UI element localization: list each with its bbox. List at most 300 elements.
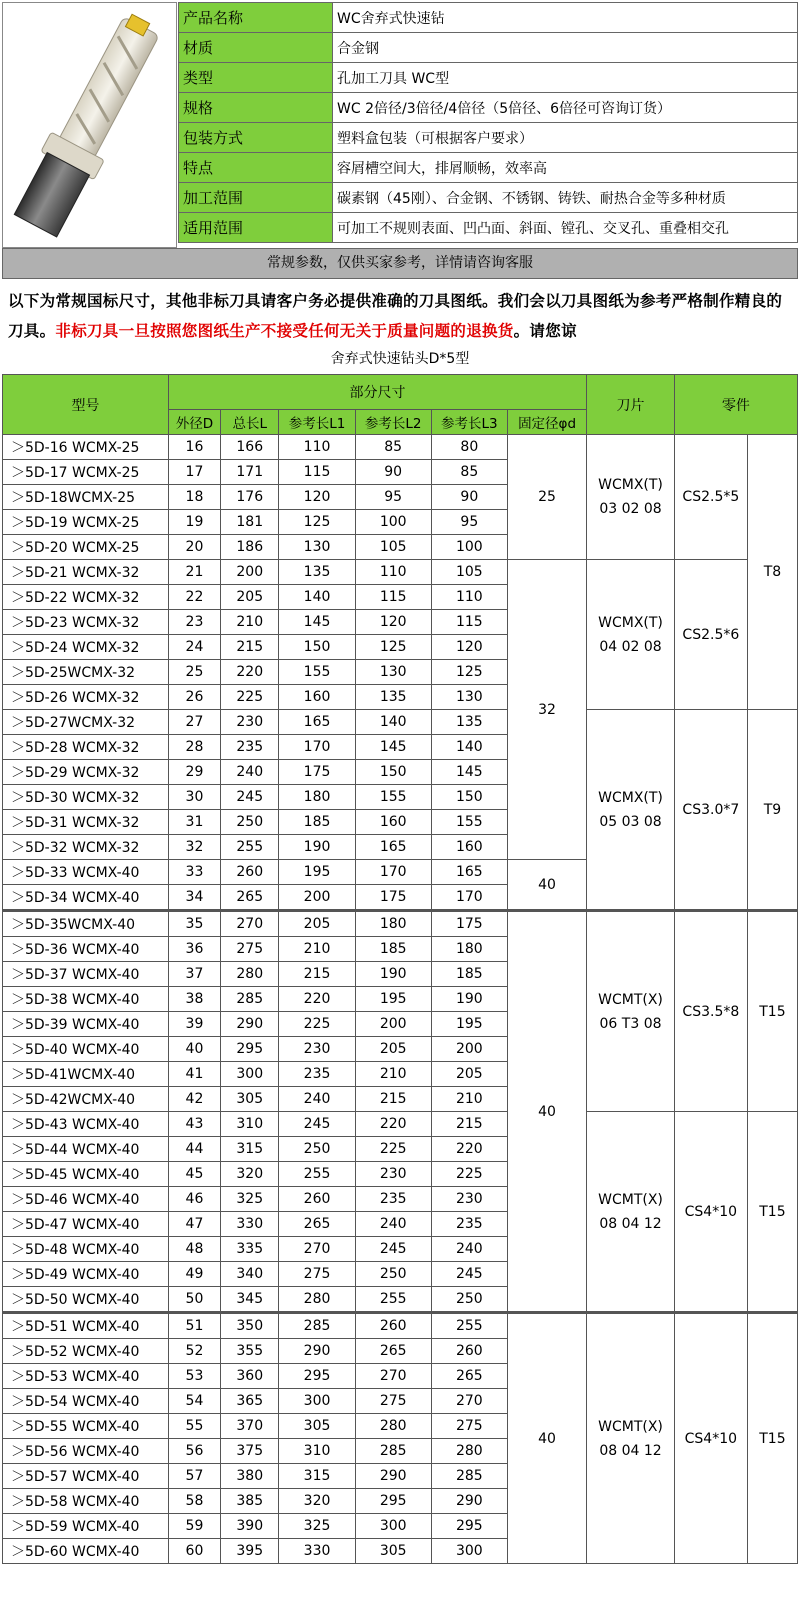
total-length-cell: 395 [221,1539,279,1564]
ref-length-l3-cell: 130 [431,685,507,710]
total-length-cell: 255 [221,835,279,860]
ref-length-l3-cell: 100 [431,535,507,560]
ref-length-l1-cell: 260 [279,1187,355,1212]
header-total-length: 总长L [221,410,279,435]
info-row [179,123,798,153]
screw-cell: CS2.5*6 [674,560,747,710]
outer-diameter-cell: 36 [168,937,220,962]
outer-diameter-cell: 40 [168,1037,220,1062]
outer-diameter-cell: 18 [168,485,220,510]
ref-length-l1-cell: 140 [279,585,355,610]
ref-length-l1-cell: 220 [279,987,355,1012]
ref-length-l2-cell: 115 [355,585,431,610]
ref-length-l1-cell: 225 [279,1012,355,1037]
ref-length-l2-cell: 300 [355,1514,431,1539]
total-length-cell: 166 [221,435,279,460]
total-length-cell: 275 [221,937,279,962]
info-value: 碳素钢（45刚）、合金钢、不锈钢、铸铁、耐热合金等多种材质 [333,183,798,213]
insert-cell [587,435,675,560]
ref-length-l2-cell: 290 [355,1464,431,1489]
outer-diameter-cell: 28 [168,735,220,760]
ref-length-l3-cell: 235 [431,1212,507,1237]
total-length-cell: 305 [221,1087,279,1112]
total-length-cell: 315 [221,1137,279,1162]
ref-length-l1-cell: 215 [279,962,355,987]
info-value: 塑料盒包装（可根据客户要求） [333,123,798,153]
info-value: WC舍弃式快速钻 [333,3,798,33]
screw-cell: CS3.0*7 [674,710,747,911]
total-length-cell: 186 [221,535,279,560]
model-cell: ＞5D-30 WCMX-32 [3,785,169,810]
total-length-cell: 181 [221,510,279,535]
model-cell: ＞5D-56 WCMX-40 [3,1439,169,1464]
outer-diameter-cell: 26 [168,685,220,710]
ref-length-l1-cell: 210 [279,937,355,962]
outer-diameter-cell: 52 [168,1339,220,1364]
ref-length-l1-cell: 135 [279,560,355,585]
ref-length-l3-cell: 115 [431,610,507,635]
ref-length-l3-cell: 105 [431,560,507,585]
screw-cell: CS3.5*8 [674,911,747,1112]
insert-code: WCMX(T) [598,614,663,631]
info-key: 产品名称 [179,3,333,33]
header-shank-diameter: 固定径φd [507,410,586,435]
outer-diameter-cell: 25 [168,660,220,685]
ref-length-l2-cell: 225 [355,1137,431,1162]
ref-length-l1-cell: 250 [279,1137,355,1162]
outer-diameter-cell: 34 [168,885,220,911]
total-length-cell: 205 [221,585,279,610]
ref-length-l1-cell: 160 [279,685,355,710]
outer-diameter-cell: 55 [168,1414,220,1439]
outer-diameter-cell: 50 [168,1287,220,1313]
ref-length-l3-cell: 120 [431,635,507,660]
outer-diameter-cell: 17 [168,460,220,485]
model-cell: ＞5D-37 WCMX-40 [3,962,169,987]
ref-length-l1-cell: 230 [279,1037,355,1062]
total-length-cell: 220 [221,660,279,685]
total-length-cell: 390 [221,1514,279,1539]
ref-length-l2-cell: 220 [355,1112,431,1137]
table-row [3,1313,798,1339]
header-outer-diameter: 外径D [168,410,220,435]
total-length-cell: 265 [221,885,279,911]
outer-diameter-cell: 24 [168,635,220,660]
ref-length-l2-cell: 180 [355,911,431,937]
ref-length-l1-cell: 200 [279,885,355,911]
ref-length-l3-cell: 165 [431,860,507,885]
ref-length-l2-cell: 250 [355,1262,431,1287]
outer-diameter-cell: 43 [168,1112,220,1137]
key-cell: T9 [747,710,797,911]
ref-length-l2-cell: 190 [355,962,431,987]
info-key: 材质 [179,33,333,63]
model-cell: ＞5D-28 WCMX-32 [3,735,169,760]
notice-tail: 。请您谅 [513,322,577,340]
ref-length-l2-cell: 230 [355,1162,431,1187]
ref-length-l1-cell: 235 [279,1062,355,1087]
outer-diameter-cell: 60 [168,1539,220,1564]
model-cell: ＞5D-50 WCMX-40 [3,1287,169,1313]
model-cell: ＞5D-26 WCMX-32 [3,685,169,710]
total-length-cell: 330 [221,1212,279,1237]
ref-length-l3-cell: 230 [431,1187,507,1212]
model-cell: ＞5D-31 WCMX-32 [3,810,169,835]
outer-diameter-cell: 37 [168,962,220,987]
ref-length-l3-cell: 90 [431,485,507,510]
total-length-cell: 285 [221,987,279,1012]
insert-code: WCMT(X) [598,1418,663,1435]
model-cell: ＞5D-22 WCMX-32 [3,585,169,610]
total-length-cell: 280 [221,962,279,987]
ref-length-l3-cell: 245 [431,1262,507,1287]
ref-length-l3-cell: 210 [431,1087,507,1112]
outer-diameter-cell: 47 [168,1212,220,1237]
ref-length-l3-cell: 170 [431,885,507,911]
info-value: 容屑槽空间大，排屑顺畅，效率高 [333,153,798,183]
model-cell: ＞5D-51 WCMX-40 [3,1313,169,1339]
ref-length-l3-cell: 125 [431,660,507,685]
notice-warning: 非标刀具一旦按照您图纸生产不接受任何无关于质量问题的退换货 [55,322,514,340]
outer-diameter-cell: 58 [168,1489,220,1514]
info-row [179,3,798,33]
outer-diameter-cell: 23 [168,610,220,635]
ref-length-l1-cell: 295 [279,1364,355,1389]
info-row [179,63,798,93]
model-cell: ＞5D-43 WCMX-40 [3,1112,169,1137]
ref-length-l3-cell: 220 [431,1137,507,1162]
ref-length-l3-cell: 280 [431,1439,507,1464]
ref-length-l1-cell: 290 [279,1339,355,1364]
model-cell: ＞5D-24 WCMX-32 [3,635,169,660]
info-row [179,93,798,123]
header-ref-length-l1: 参考长L1 [279,410,355,435]
ref-length-l2-cell: 150 [355,760,431,785]
ref-length-l1-cell: 305 [279,1414,355,1439]
note-bar: 常规参数，仅供买家参考，详情请咨询客服 [2,248,798,279]
ref-length-l1-cell: 180 [279,785,355,810]
outer-diameter-cell: 49 [168,1262,220,1287]
total-length-cell: 235 [221,735,279,760]
insert-cell [587,1313,675,1564]
ref-length-l3-cell: 205 [431,1062,507,1087]
ref-length-l3-cell: 290 [431,1489,507,1514]
ref-length-l1-cell: 175 [279,760,355,785]
ref-length-l3-cell: 110 [431,585,507,610]
model-cell: ＞5D-44 WCMX-40 [3,1137,169,1162]
model-cell: ＞5D-49 WCMX-40 [3,1262,169,1287]
total-length-cell: 250 [221,810,279,835]
ref-length-l1-cell: 245 [279,1112,355,1137]
ref-length-l2-cell: 195 [355,987,431,1012]
insert-cell [587,710,675,911]
ref-length-l1-cell: 185 [279,810,355,835]
ref-length-l2-cell: 95 [355,485,431,510]
ref-length-l2-cell: 265 [355,1339,431,1364]
ref-length-l1-cell: 190 [279,835,355,860]
ref-length-l2-cell: 170 [355,860,431,885]
table-row [3,560,798,585]
info-key: 类型 [179,63,333,93]
ref-length-l2-cell: 135 [355,685,431,710]
ref-length-l1-cell: 270 [279,1237,355,1262]
ref-length-l2-cell: 200 [355,1012,431,1037]
insert-size: 08 04 12 [599,1442,662,1459]
insert-size: 04 02 08 [599,638,662,655]
key-cell: T15 [747,1112,797,1313]
ref-length-l1-cell: 280 [279,1287,355,1313]
ref-length-l1-cell: 110 [279,435,355,460]
outer-diameter-cell: 16 [168,435,220,460]
ref-length-l2-cell: 260 [355,1313,431,1339]
ref-length-l1-cell: 155 [279,660,355,685]
outer-diameter-cell: 21 [168,560,220,585]
outer-diameter-cell: 44 [168,1137,220,1162]
outer-diameter-cell: 41 [168,1062,220,1087]
info-value: WC 2倍径/3倍径/4倍径（5倍径、6倍径可咨询订货） [333,93,798,123]
outer-diameter-cell: 32 [168,835,220,860]
insert-size: 08 04 12 [599,1215,662,1232]
info-key: 包装方式 [179,123,333,153]
model-cell: ＞5D-54 WCMX-40 [3,1389,169,1414]
model-cell: ＞5D-52 WCMX-40 [3,1339,169,1364]
total-length-cell: 375 [221,1439,279,1464]
ref-length-l2-cell: 85 [355,435,431,460]
ref-length-l2-cell: 245 [355,1237,431,1262]
total-length-cell: 200 [221,560,279,585]
ref-length-l1-cell: 165 [279,710,355,735]
header-model: 型号 [3,375,169,435]
ref-length-l2-cell: 275 [355,1389,431,1414]
insert-code: WCMT(X) [598,991,663,1008]
ref-length-l1-cell: 205 [279,911,355,937]
header-part-dimensions: 部分尺寸 [168,375,586,410]
ref-length-l3-cell: 225 [431,1162,507,1187]
outer-diameter-cell: 33 [168,860,220,885]
outer-diameter-cell: 31 [168,810,220,835]
total-length-cell: 295 [221,1037,279,1062]
ref-length-l3-cell: 265 [431,1364,507,1389]
total-length-cell: 176 [221,485,279,510]
insert-code: WCMX(T) [598,789,663,806]
product-info [0,0,800,280]
info-row [179,153,798,183]
insert-size: 06 T3 08 [599,1015,662,1032]
screw-cell: CS2.5*5 [674,435,747,560]
ref-length-l2-cell: 285 [355,1439,431,1464]
model-cell: ＞5D-39 WCMX-40 [3,1012,169,1037]
header-ref-length-l3: 参考长L3 [431,410,507,435]
drill-image [3,3,176,247]
outer-diameter-cell: 42 [168,1087,220,1112]
ref-length-l2-cell: 305 [355,1539,431,1564]
shank-diameter-cell: 40 [507,911,586,1313]
ref-length-l2-cell: 110 [355,560,431,585]
ref-length-l1-cell: 325 [279,1514,355,1539]
outer-diameter-cell: 22 [168,585,220,610]
outer-diameter-cell: 57 [168,1464,220,1489]
ref-length-l2-cell: 155 [355,785,431,810]
ref-length-l3-cell: 180 [431,937,507,962]
ref-length-l1-cell: 170 [279,735,355,760]
shank-diameter-cell: 25 [507,435,586,560]
ref-length-l2-cell: 165 [355,835,431,860]
ref-length-l3-cell: 150 [431,785,507,810]
shank-diameter-cell: 40 [507,860,586,911]
total-length-cell: 270 [221,911,279,937]
outer-diameter-cell: 39 [168,1012,220,1037]
ref-length-l3-cell: 95 [431,510,507,535]
model-cell: ＞5D-17 WCMX-25 [3,460,169,485]
ref-length-l1-cell: 195 [279,860,355,885]
total-length-cell: 345 [221,1287,279,1313]
total-length-cell: 225 [221,685,279,710]
model-cell: ＞5D-19 WCMX-25 [3,510,169,535]
header-parts: 零件 [674,375,797,435]
ref-length-l2-cell: 175 [355,885,431,911]
outer-diameter-cell: 54 [168,1389,220,1414]
insert-size: 05 03 08 [599,813,662,830]
ref-length-l3-cell: 270 [431,1389,507,1414]
ref-length-l2-cell: 100 [355,510,431,535]
ref-length-l3-cell: 145 [431,760,507,785]
ref-length-l3-cell: 85 [431,460,507,485]
info-value: 可加工不规则表面、凹凸面、斜面、镗孔、交叉孔、重叠相交孔 [333,213,798,243]
info-row [179,33,798,63]
ref-length-l1-cell: 315 [279,1464,355,1489]
ref-length-l1-cell: 115 [279,460,355,485]
model-cell: ＞5D-32 WCMX-32 [3,835,169,860]
table-row [3,710,798,735]
outer-diameter-cell: 51 [168,1313,220,1339]
outer-diameter-cell: 20 [168,535,220,560]
ref-length-l2-cell: 205 [355,1037,431,1062]
outer-diameter-cell: 29 [168,760,220,785]
ref-length-l2-cell: 105 [355,535,431,560]
info-row [179,213,798,243]
ref-length-l3-cell: 300 [431,1539,507,1564]
insert-cell [587,560,675,710]
ref-length-l3-cell: 215 [431,1112,507,1137]
info-row [179,183,798,213]
model-cell: ＞5D-46 WCMX-40 [3,1187,169,1212]
info-key: 规格 [179,93,333,123]
ref-length-l1-cell: 275 [279,1262,355,1287]
outer-diameter-cell: 45 [168,1162,220,1187]
ref-length-l1-cell: 145 [279,610,355,635]
ref-length-l3-cell: 295 [431,1514,507,1539]
key-cell: T15 [747,1313,797,1564]
ref-length-l2-cell: 210 [355,1062,431,1087]
model-cell: ＞5D-48 WCMX-40 [3,1237,169,1262]
header-ref-length-l2: 参考长L2 [355,410,431,435]
ref-length-l2-cell: 140 [355,710,431,735]
ref-length-l3-cell: 190 [431,987,507,1012]
outer-diameter-cell: 46 [168,1187,220,1212]
total-length-cell: 340 [221,1262,279,1287]
total-length-cell: 210 [221,610,279,635]
ref-length-l1-cell: 130 [279,535,355,560]
model-cell: ＞5D-35WCMX-40 [3,911,169,937]
ref-length-l3-cell: 155 [431,810,507,835]
ref-length-l2-cell: 215 [355,1087,431,1112]
total-length-cell: 355 [221,1339,279,1364]
ref-length-l2-cell: 270 [355,1364,431,1389]
insert-code: WCMX(T) [598,477,663,493]
ref-length-l3-cell: 250 [431,1287,507,1313]
model-cell: ＞5D-59 WCMX-40 [3,1514,169,1539]
ref-length-l2-cell: 130 [355,660,431,685]
ref-length-l1-cell: 240 [279,1087,355,1112]
outer-diameter-cell: 30 [168,785,220,810]
header-insert: 刀片 [587,375,675,435]
ref-length-l2-cell: 255 [355,1287,431,1313]
total-length-cell: 335 [221,1237,279,1262]
outer-diameter-cell: 56 [168,1439,220,1464]
ref-length-l2-cell: 125 [355,635,431,660]
key-cell: T15 [747,911,797,1112]
total-length-cell: 350 [221,1313,279,1339]
ref-length-l1-cell: 300 [279,1389,355,1414]
total-length-cell: 300 [221,1062,279,1087]
info-key: 特点 [179,153,333,183]
model-cell: ＞5D-40 WCMX-40 [3,1037,169,1062]
model-cell: ＞5D-60 WCMX-40 [3,1539,169,1564]
outer-diameter-cell: 19 [168,510,220,535]
total-length-cell: 360 [221,1364,279,1389]
total-length-cell: 240 [221,760,279,785]
ref-length-l1-cell: 120 [279,485,355,510]
total-length-cell: 245 [221,785,279,810]
ref-length-l1-cell: 265 [279,1212,355,1237]
total-length-cell: 310 [221,1112,279,1137]
model-cell: ＞5D-45 WCMX-40 [3,1162,169,1187]
model-cell: ＞5D-21 WCMX-32 [3,560,169,585]
model-cell: ＞5D-20 WCMX-25 [3,535,169,560]
ref-length-l3-cell: 255 [431,1313,507,1339]
total-length-cell: 365 [221,1389,279,1414]
info-value: 孔加工刀具 WC型 [333,63,798,93]
insert-size: 03 02 08 [599,501,662,517]
insert-cell [587,911,675,1112]
outer-diameter-cell: 48 [168,1237,220,1262]
shank-diameter-cell: 32 [507,560,586,860]
ref-length-l2-cell: 280 [355,1414,431,1439]
spec-table [2,374,798,1564]
outer-diameter-cell: 59 [168,1514,220,1539]
table-row [3,1112,798,1137]
ref-length-l1-cell: 285 [279,1313,355,1339]
model-cell: ＞5D-18WCMX-25 [3,485,169,510]
ref-length-l2-cell: 120 [355,610,431,635]
ref-length-l2-cell: 240 [355,1212,431,1237]
outer-diameter-cell: 27 [168,710,220,735]
key-cell: T8 [747,435,797,710]
info-key: 适用范围 [179,213,333,243]
ref-length-l1-cell: 330 [279,1539,355,1564]
model-cell: ＞5D-57 WCMX-40 [3,1464,169,1489]
total-length-cell: 385 [221,1489,279,1514]
total-length-cell: 370 [221,1414,279,1439]
ref-length-l2-cell: 145 [355,735,431,760]
info-key: 加工范围 [179,183,333,213]
ref-length-l3-cell: 135 [431,710,507,735]
outer-diameter-cell: 35 [168,911,220,937]
model-cell: ＞5D-36 WCMX-40 [3,937,169,962]
total-length-cell: 215 [221,635,279,660]
total-length-cell: 171 [221,460,279,485]
ref-length-l3-cell: 275 [431,1414,507,1439]
